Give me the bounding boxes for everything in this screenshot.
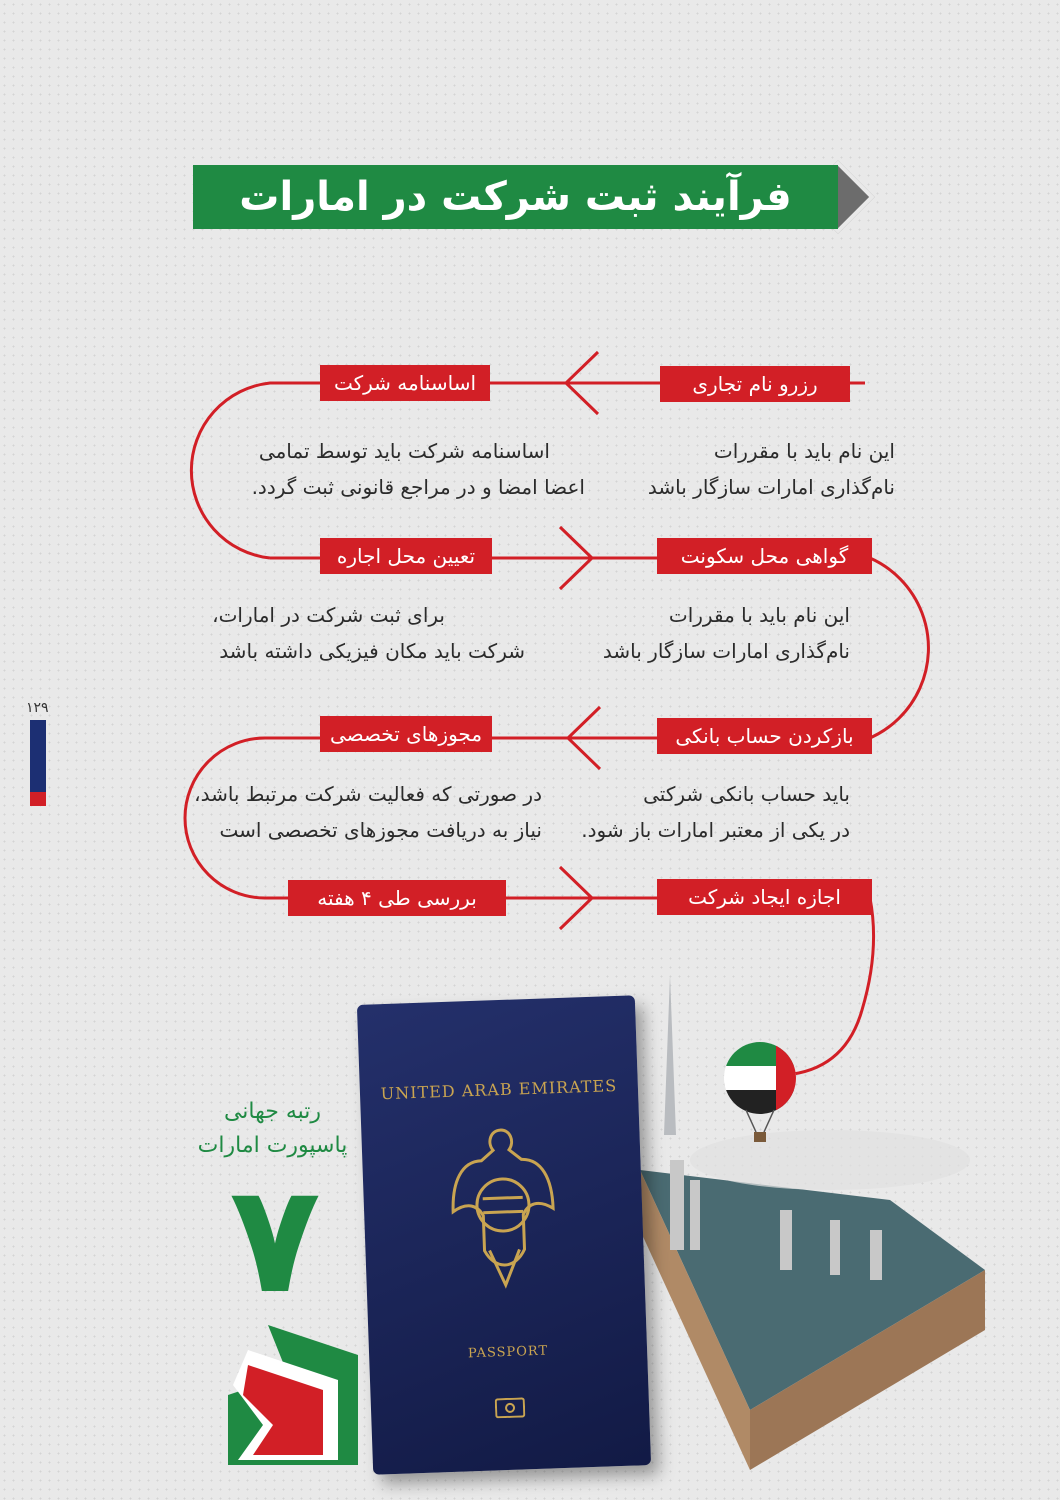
step-label-trade-name: رزرو نام تجاری (660, 366, 850, 402)
step-label-licenses: مجوزهای تخصصی (320, 716, 492, 752)
step-desc-residence: این نام باید با مقررات نام‌گذاری امارات سازگار باشد (602, 603, 850, 663)
uae-falcon-emblem-icon (440, 1118, 566, 1292)
step-label-articles: اساسنامه شرکت (320, 365, 490, 401)
burj-khalifa-tower (660, 975, 680, 1135)
hot-air-balloon-icon (720, 1040, 800, 1150)
step-desc-lease: برای ثبت شرکت در امارات، شرکت باید مکان فیزیکی داشته باشد (212, 603, 525, 663)
step-desc-articles: اساسنامه شرکت باید توسط تمامی اعضا امضا و در مراجع قانونی ثبت گردد. (251, 439, 585, 499)
step-desc-bank: باید حساب بانکی شرکتی در یکی از معتبر امارات باز شود. (581, 782, 850, 842)
passport-word-text: PASSPORT (467, 1343, 549, 1362)
page-title: فرآیند ثبت شرکت در امارات (193, 165, 838, 229)
page-number: ۱۲۹ (26, 700, 49, 716)
magazine-logo (30, 720, 46, 806)
step-desc-licenses: در صورتی که فعالیت شرکت مرتبط باشد، نیاز به دریافت مجوزهای تخصصی است (194, 782, 542, 842)
step-label-permit: اجازه ایجاد شرکت (657, 879, 872, 915)
rank-caption: رتبه جهانی پاسپورت امارات (197, 1099, 348, 1158)
step-label-bank: بازکردن حساب بانکی (657, 718, 872, 754)
passport-country-text: UNITED ARAB EMIRATES (380, 1075, 618, 1104)
down-arrow-icon (228, 1325, 358, 1465)
biometric-chip-icon (495, 1397, 526, 1418)
step-label-residence: گواهی محل سکونت (657, 538, 872, 574)
step-desc-trade-name: این نام باید با مقررات نام‌گذاری امارات سازگار باشد (647, 439, 895, 499)
uae-passport (357, 995, 651, 1474)
step-label-lease: تعیین محل اجاره (320, 538, 492, 574)
rank-number: ۷ (229, 1153, 321, 1327)
step-label-review: بررسی طی ۴ هفته (288, 880, 506, 916)
dubai-city-illustration (630, 1100, 990, 1480)
